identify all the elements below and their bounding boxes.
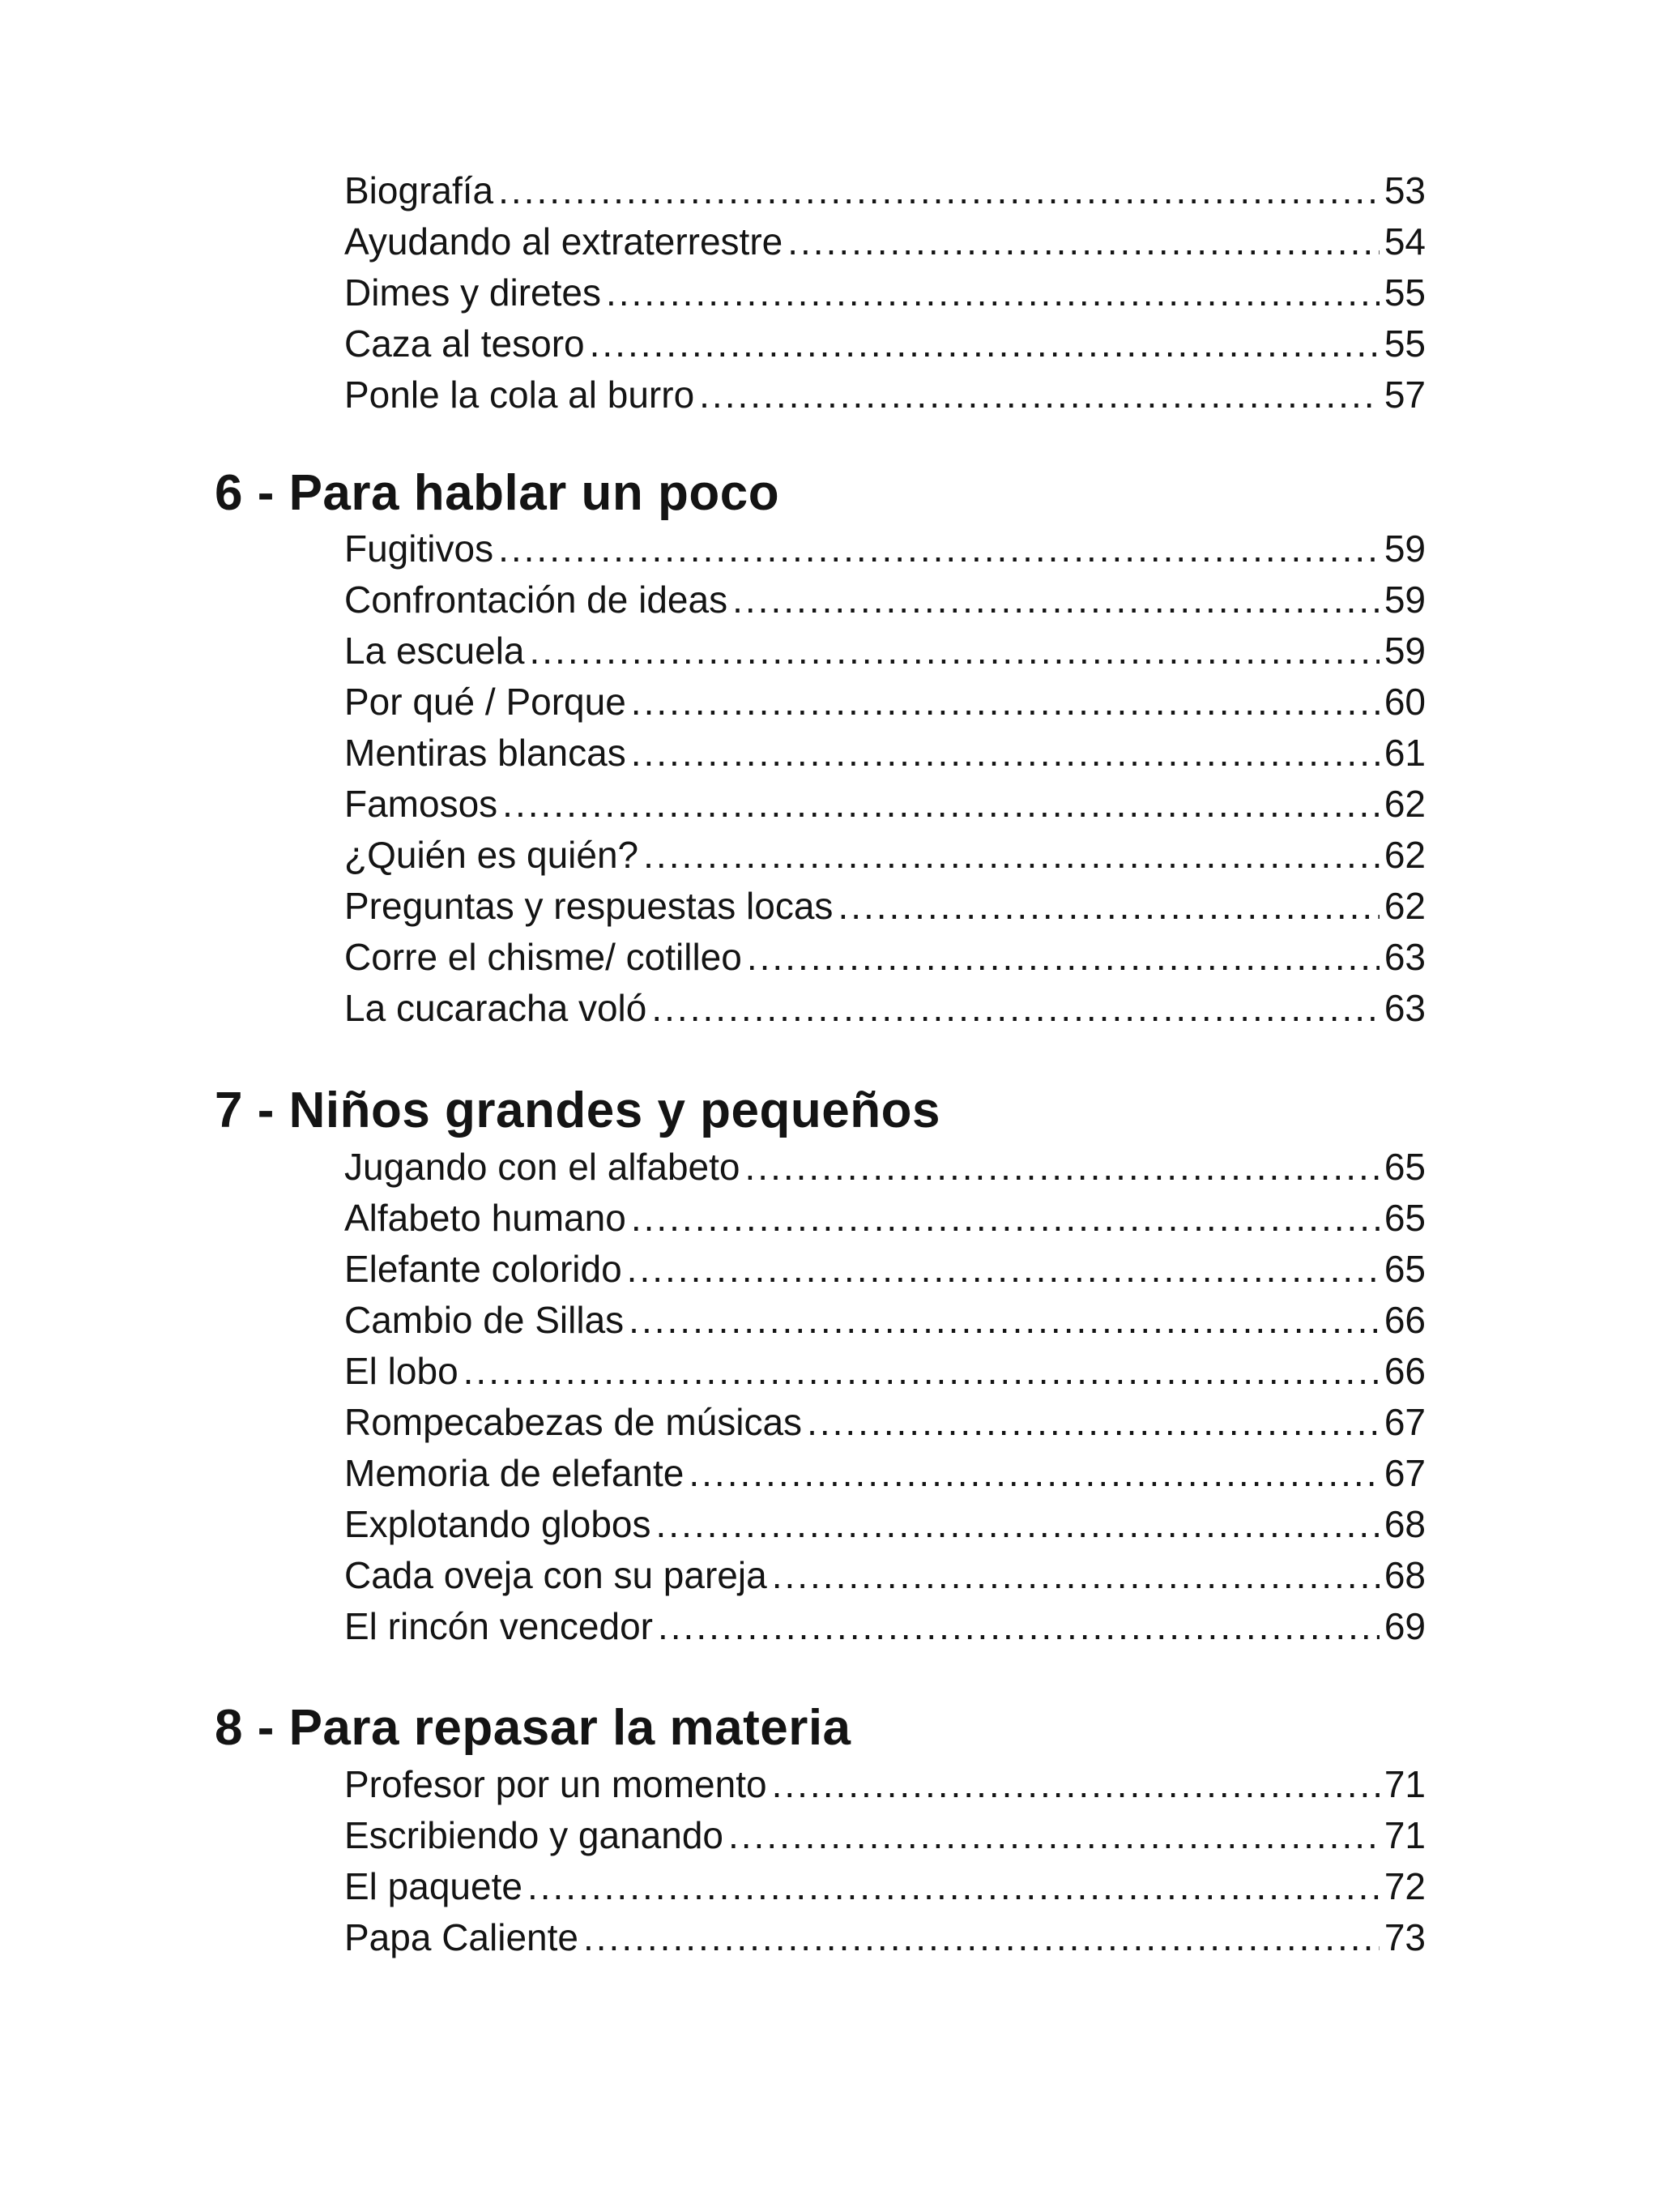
toc-entry: [344, 626, 1426, 677]
toc-entry-title: El paquete: [344, 1865, 522, 1907]
toc-entry: [344, 1499, 1426, 1550]
toc-entry: [344, 267, 1426, 318]
toc-entry-title: Explotando globos: [344, 1503, 651, 1545]
toc-section-6-entries: [344, 523, 1426, 1034]
toc-entry-page: 62: [1384, 834, 1426, 876]
toc-entry-page: 65: [1384, 1146, 1426, 1188]
section-heading: 6 - Para hablar un poco: [215, 465, 780, 521]
toc-entry: [344, 779, 1426, 830]
toc-entry-page: 53: [1384, 169, 1426, 211]
dot-leader: [530, 626, 1380, 677]
dot-leader: [590, 318, 1380, 369]
dot-leader: [838, 881, 1379, 932]
toc-section-5-entries: [344, 165, 1426, 421]
toc-entry-title: Biografía: [344, 169, 494, 211]
dot-leader: [658, 1601, 1380, 1652]
toc-entry-title: Confrontación de ideas: [344, 579, 728, 621]
dot-leader: [463, 1346, 1380, 1397]
toc-entry-page: 72: [1384, 1865, 1426, 1907]
toc-entry-title: Cada oveja con su pareja: [344, 1554, 767, 1596]
toc-entry-page: 68: [1384, 1554, 1426, 1596]
toc-entry-title: Por qué / Porque: [344, 681, 626, 723]
toc-entry-title: Jugando con el alfabeto: [344, 1146, 740, 1188]
toc-entry-page: 71: [1384, 1763, 1426, 1805]
toc-entry-title: Dimes y diretes: [344, 271, 601, 314]
toc-entry-title: Caza al tesoro: [344, 322, 585, 365]
dot-leader: [732, 574, 1380, 626]
toc-entry-page: 61: [1384, 732, 1426, 774]
toc-entry: [344, 1810, 1426, 1861]
dot-leader: [772, 1759, 1380, 1810]
toc-entry: [344, 983, 1426, 1034]
dot-leader: [807, 1397, 1380, 1448]
toc-entry-title: Famosos: [344, 783, 498, 825]
toc-entry: [344, 728, 1426, 779]
dot-leader: [747, 932, 1380, 983]
toc-entry-title: Fugitivos: [344, 527, 494, 570]
dot-leader: [627, 1244, 1380, 1295]
toc-entry-page: 55: [1384, 322, 1426, 365]
toc-entry: [344, 1601, 1426, 1652]
dot-leader: [643, 830, 1380, 881]
toc-entry-page: 69: [1384, 1605, 1426, 1647]
toc-entry-title: Profesor por un momento: [344, 1763, 767, 1805]
toc-entry-title: Ayudando al extraterrestre: [344, 220, 783, 263]
toc-entry-page: 59: [1384, 579, 1426, 621]
section-heading: 7 - Niños grandes y pequeños: [215, 1083, 940, 1138]
toc-entry-page: 67: [1384, 1452, 1426, 1494]
dot-leader: [629, 1295, 1380, 1346]
toc-entry-page: 63: [1384, 936, 1426, 978]
toc-entry: [344, 1550, 1426, 1601]
dot-leader: [651, 983, 1379, 1034]
toc-entry: [344, 574, 1426, 626]
toc-entry-page: 63: [1384, 987, 1426, 1029]
toc-entry-page: 55: [1384, 271, 1426, 314]
toc-entry-title: Elefante colorido: [344, 1248, 622, 1290]
toc-entry-page: 62: [1384, 885, 1426, 927]
toc-section-7-entries: [344, 1142, 1426, 1652]
toc-entry-page: 60: [1384, 681, 1426, 723]
toc-entry-page: 65: [1384, 1197, 1426, 1239]
toc-entry: [344, 932, 1426, 983]
toc-entry: [344, 1295, 1426, 1346]
toc-entry-page: 59: [1384, 630, 1426, 672]
toc-entry-page: 67: [1384, 1401, 1426, 1443]
toc-entry-title: Corre el chisme/ cotilleo: [344, 936, 742, 978]
toc-entry: [344, 1759, 1426, 1810]
toc-entry: [344, 830, 1426, 881]
dot-leader: [606, 267, 1380, 318]
toc-entry: [344, 165, 1426, 216]
toc-entry-page: 62: [1384, 783, 1426, 825]
toc-entry-page: 66: [1384, 1299, 1426, 1341]
toc-entry-title: La escuela: [344, 630, 525, 672]
toc-entry: [344, 1142, 1426, 1193]
dot-leader: [502, 779, 1380, 830]
dot-leader: [631, 677, 1380, 728]
dot-leader: [699, 369, 1380, 421]
toc-entry-title: Cambio de Sillas: [344, 1299, 625, 1341]
toc-entry: [344, 369, 1426, 421]
toc-entry-page: 68: [1384, 1503, 1426, 1545]
toc-entry-page: 59: [1384, 527, 1426, 570]
toc-entry-page: 66: [1384, 1350, 1426, 1392]
toc-entry: [344, 1397, 1426, 1448]
toc-entry-title: Papa Caliente: [344, 1916, 578, 1958]
toc-entry-title: El lobo: [344, 1350, 458, 1392]
toc-entry: [344, 523, 1426, 574]
dot-leader: [772, 1550, 1380, 1601]
toc-entry-page: 71: [1384, 1814, 1426, 1856]
dot-leader: [631, 728, 1380, 779]
dot-leader: [583, 1912, 1380, 1963]
toc-entry: [344, 1912, 1426, 1963]
toc-entry-title: Mentiras blancas: [344, 732, 626, 774]
toc-entry-title: ¿Quién es quién?: [344, 834, 639, 876]
toc-entry: [344, 1346, 1426, 1397]
toc-entry: [344, 1448, 1426, 1499]
toc-entry-title: La cucaracha voló: [344, 987, 647, 1029]
dot-leader: [656, 1499, 1380, 1550]
toc-section-8-entries: [344, 1759, 1426, 1963]
toc-entry: [344, 1244, 1426, 1295]
toc-entry: [344, 677, 1426, 728]
toc-entry: [344, 216, 1426, 267]
toc-entry-title: El rincón vencedor: [344, 1605, 653, 1647]
dot-leader: [745, 1142, 1380, 1193]
toc-entry-title: Rompecabezas de músicas: [344, 1401, 803, 1443]
dot-leader: [631, 1193, 1380, 1244]
dot-leader: [498, 523, 1380, 574]
section-heading: 8 - Para repasar la materia: [215, 1700, 851, 1756]
toc-entry-page: 65: [1384, 1248, 1426, 1290]
toc-entry: [344, 1861, 1426, 1912]
toc-entry-page: 73: [1384, 1916, 1426, 1958]
toc-entry-title: Alfabeto humano: [344, 1197, 626, 1239]
dot-leader: [527, 1861, 1380, 1912]
toc-entry: [344, 318, 1426, 369]
dot-leader: [787, 216, 1380, 267]
toc-entry-title: Preguntas y respuestas locas: [344, 885, 834, 927]
dot-leader: [728, 1810, 1380, 1861]
toc-entry-title: Escribiendo y ganando: [344, 1814, 723, 1856]
dot-leader: [689, 1448, 1379, 1499]
toc-entry-title: Ponle la cola al burro: [344, 374, 695, 416]
toc-entry: [344, 881, 1426, 932]
toc-entry-page: 54: [1384, 220, 1426, 263]
dot-leader: [498, 165, 1380, 216]
toc-entry-title: Memoria de elefante: [344, 1452, 684, 1494]
toc-entry-page: 57: [1384, 374, 1426, 416]
toc-entry: [344, 1193, 1426, 1244]
